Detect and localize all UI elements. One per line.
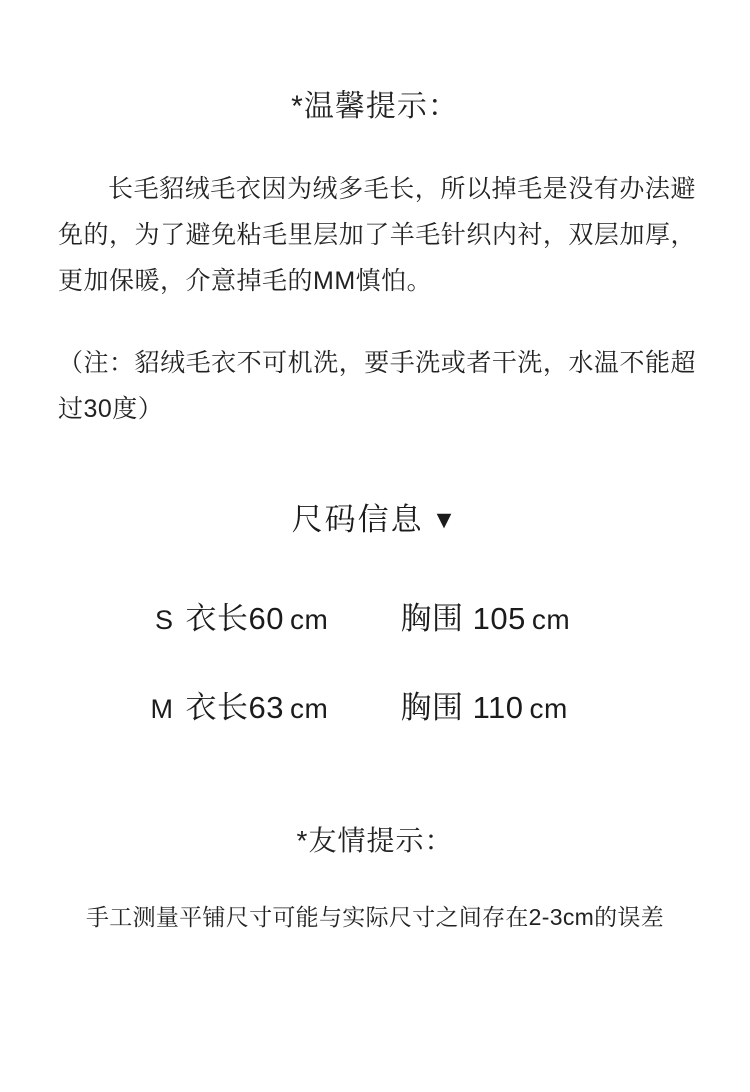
warm-tip-paragraph: 长毛貂绒毛衣因为绒多毛长，所以掉毛是没有办法避免的，为了避免粘毛里层加了羊毛针织内衬，双层加厚，更加保暖，介意掉毛的MM慎怕。	[58, 175, 696, 295]
size-bust-unit: cm	[529, 693, 568, 724]
size-label: S	[154, 605, 174, 635]
size-table	[36, 593, 714, 727]
size-info-title-text: 尺码信息	[291, 502, 424, 537]
size-length-value: 衣长60	[185, 601, 284, 636]
size-bust-value: 胸围 105	[400, 601, 526, 636]
size-bust	[401, 682, 611, 727]
size-length	[186, 682, 401, 727]
size-label: M	[150, 694, 174, 724]
friendly-tip-note: 手工测量平铺尺寸可能与实际尺寸之间存在2-3cm的误差	[85, 904, 664, 930]
warm-tip-title: *温馨提示：	[291, 90, 459, 123]
size-row	[36, 682, 714, 727]
size-info-title	[36, 504, 714, 535]
size-bust-unit: cm	[531, 604, 571, 635]
chevron-down-icon: ▼	[431, 506, 459, 534]
product-description-page	[0, 92, 750, 1092]
size-bust-value: 胸围 110	[400, 690, 524, 725]
size-row	[36, 593, 714, 638]
warm-tip-note: （注：貂绒毛衣不可机洗，要手洗或者干洗，水温不能超过30度）	[58, 349, 696, 423]
size-bust	[401, 593, 611, 638]
size-length-unit: cm	[289, 693, 329, 724]
size-length-value: 衣长63	[185, 690, 284, 725]
friendly-tip-title: *友情提示：	[296, 825, 454, 856]
size-length-unit: cm	[289, 604, 329, 635]
size-length	[186, 593, 401, 638]
